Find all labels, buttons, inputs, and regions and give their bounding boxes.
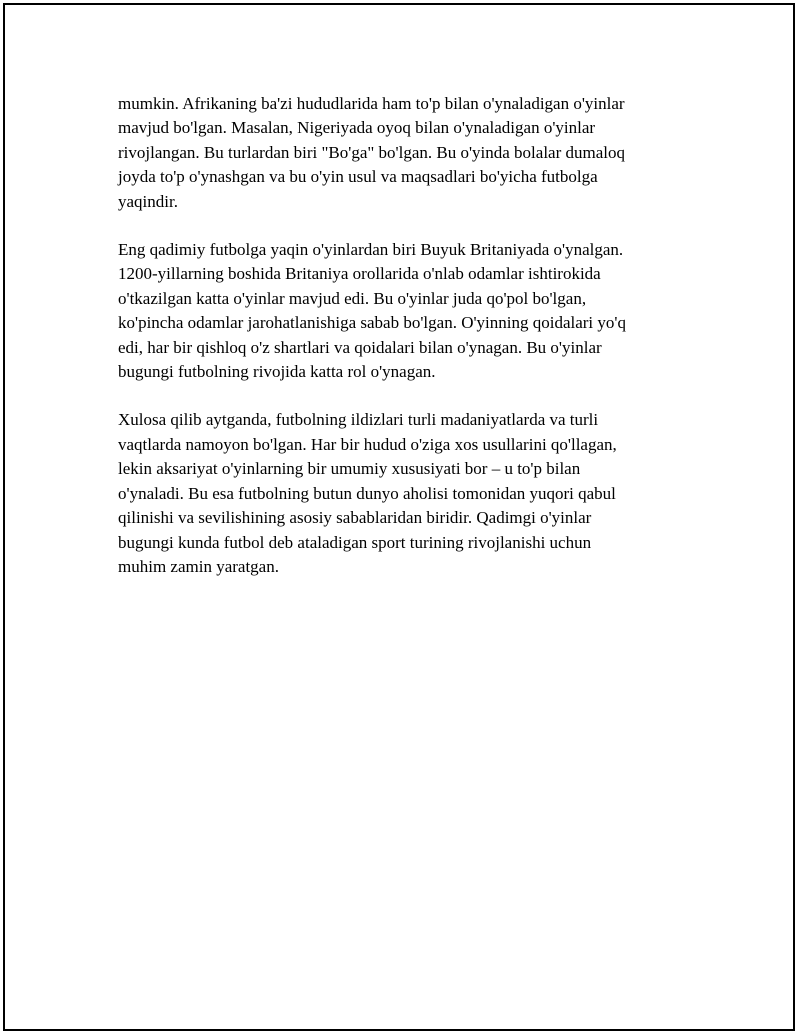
paragraph-3 xyxy=(118,408,688,579)
text-line: rivojlangan. Bu turlardan biri "Bo'ga" bo'lgan. Bu o'yinda bolalar dumaloq xyxy=(118,142,625,162)
text-line: ko'pincha odamlar jarohatlanishiga sabab bo'lgan. O'yinning qoidalari yo'q xyxy=(118,313,626,333)
text-line: muhim zamin yaratgan. xyxy=(118,556,279,576)
text-line: mavjud bo'lgan. Masalan, Nigeriyada oyoq bilan o'ynaladigan o'yinlar xyxy=(118,118,596,138)
text-line: qilinishi va sevilishining asosiy sabablaridan biridir. Qadimgi o'yinlar xyxy=(118,508,592,528)
text-line: vaqtlarda namoyon bo'lgan. Har bir hudud o'ziga xos usullarini qo'llagan, xyxy=(118,434,617,454)
text-line: mumkin. Afrikaning ba'zi hududlarida ham to'p bilan o'ynaladigan o'yinlar xyxy=(118,94,625,113)
paragraph-1 xyxy=(118,92,688,214)
text-line: bugungi kunda futbol deb ataladigan sport turining rivojlanishi uchun xyxy=(118,532,592,552)
text-line: Eng qadimiy futbolga yaqin o'yinlardan biri Buyuk Britaniyada o'ynalgan. xyxy=(118,240,624,260)
text-line: joyda to'p o'ynashgan va bu o'yin usul va maqsadlari bo'yicha futbolga xyxy=(118,167,598,187)
text-line: bugungi futbolning rivojida katta rol o'ynagan. xyxy=(118,362,436,382)
text-line: Xulosa qilib aytganda, futbolning ildizlari turli madaniyatlarda va turli xyxy=(118,410,599,430)
text-line: o'tkazilgan katta o'yinlar mavjud edi. Bu o'yinlar juda qo'pol bo'lgan, xyxy=(118,288,587,308)
document-body xyxy=(118,92,688,603)
text-line: yaqindir. xyxy=(118,191,178,211)
text-line: o'ynaladi. Bu esa futbolning butun dunyo aholisi tomonidan yuqori qabul xyxy=(118,483,616,503)
text-line: edi, har bir qishloq o'z shartlari va qoidalari bilan o'ynagan. Bu o'yinlar xyxy=(118,337,602,357)
text-line: lekin aksariyat o'yinlarning bir umumiy xususiyati bor – u to'p bilan xyxy=(118,459,581,479)
text-line: 1200-yillarning boshida Britaniya orollarida o'nlab odamlar ishtirokida xyxy=(118,264,601,284)
paragraph-2 xyxy=(118,238,688,384)
